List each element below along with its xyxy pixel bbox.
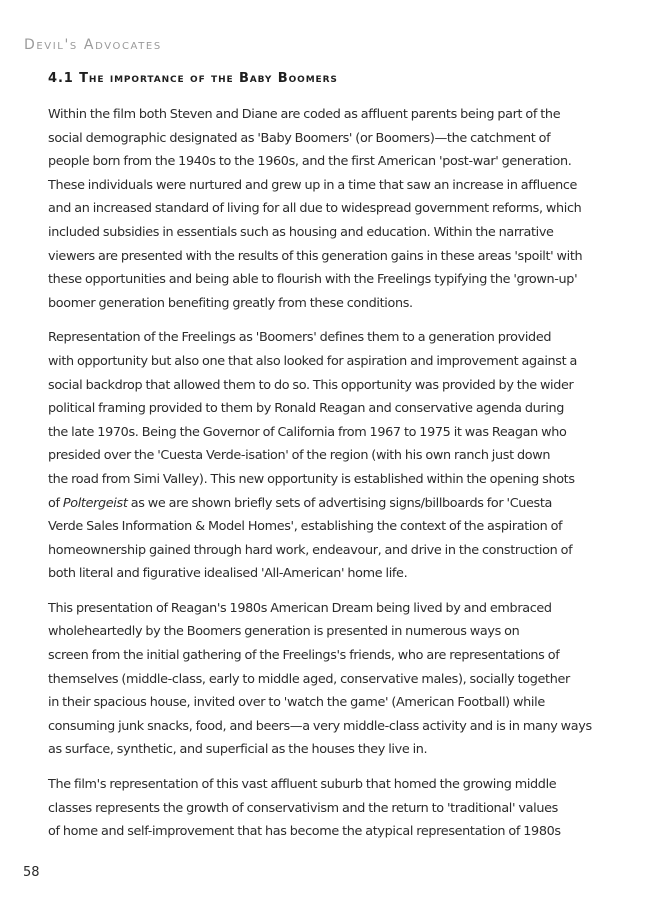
text-line: of home and self-improvement that has become the atypical representation of 1980s <box>48 824 561 840</box>
paragraph-4 <box>48 773 623 844</box>
text-line: with opportunity but also one that also looked for aspiration and improvement against a <box>48 353 577 369</box>
film-title: Poltergeist <box>62 495 128 511</box>
text-line: screen from the initial gathering of the Freelings's friends, who are representations of <box>48 648 560 664</box>
text-line: both literal and figurative idealised 'All-American' home life. <box>48 566 408 582</box>
text-line: Verde Sales Information & Model Homes', establishing the context of the aspiration of <box>48 519 563 535</box>
text-line: The film's representation of this vast affluent suburb that homed the growing middle <box>48 777 557 793</box>
text-line: This presentation of Reagan's 1980s American Dream being lived by and embraced <box>48 600 552 616</box>
text-line-with-film-title <box>48 492 623 516</box>
text-line: in their spacious house, invited over to 'watch the game' (American Football) while <box>48 695 545 711</box>
text-line: political framing provided to them by Ronald Reagan and conservative agenda during <box>48 401 565 417</box>
paragraph-2 <box>48 326 623 586</box>
running-head: Devil's Advocates <box>24 37 162 53</box>
text-line: consuming junk snacks, food, and beers—a very middle-class activity and is in many ways <box>48 718 592 734</box>
body-text <box>48 103 623 855</box>
text-line: as surface, synthetic, and superficial as the houses they live in. <box>48 742 428 758</box>
text-line: presided over the 'Cuesta Verde-isation' of the region (with his own ranch just down <box>48 448 551 464</box>
text-line: the road from Simi Valley). This new opportunity is established within the opening shots <box>48 471 575 487</box>
page-number: 58 <box>23 865 40 880</box>
text-line: These individuals were nurtured and grew up in a time that saw an increase in affluence <box>48 177 578 193</box>
text-line: social demographic designated as 'Baby Boomers' (or Boomers)—the catchment of <box>48 130 551 146</box>
text-segment: of <box>48 495 63 511</box>
text-segment: as we are shown briefly sets of advertising signs/billboards for 'Cuesta <box>127 495 553 511</box>
text-line: viewers are presented with the results of this generation gains in these areas 'spoilt' with <box>48 248 583 264</box>
text-line: wholeheartedly by the Boomers generation is presented in numerous ways on <box>48 624 520 640</box>
paragraph-1 <box>48 103 623 315</box>
section-heading: 4.1 The importance of the Baby Boomers <box>48 71 338 86</box>
text-line: social backdrop that allowed them to do so. This opportunity was provided by the wider <box>48 377 574 393</box>
text-line: boomer generation benefiting greatly from these conditions. <box>48 295 413 311</box>
text-line: homeownership gained through hard work, endeavour, and drive in the construction of <box>48 542 573 558</box>
text-line: these opportunities and being able to flourish with the Freelings typifying the 'grown-up' <box>48 272 578 288</box>
text-line: and an increased standard of living for all due to widespread government reforms, which <box>48 201 582 217</box>
text-line: Within the film both Steven and Diane are coded as affluent parents being part of the <box>48 107 561 122</box>
paragraph-3 <box>48 597 623 762</box>
text-line: people born from the 1940s to the 1960s, and the first American 'post-war' generation. <box>48 154 572 170</box>
text-line: Representation of the Freelings as 'Boomers' defines them to a generation provided <box>48 330 552 346</box>
text-line: themselves (middle-class, early to middle aged, conservative males), socially together <box>48 671 570 687</box>
text-line: classes represents the growth of conservativism and the return to 'traditional' values <box>48 800 558 816</box>
text-line: the late 1970s. Being the Governor of California from 1967 to 1975 it was Reagan who <box>48 424 567 440</box>
text-line: included subsidies in essentials such as housing and education. Within the narrative <box>48 224 554 240</box>
